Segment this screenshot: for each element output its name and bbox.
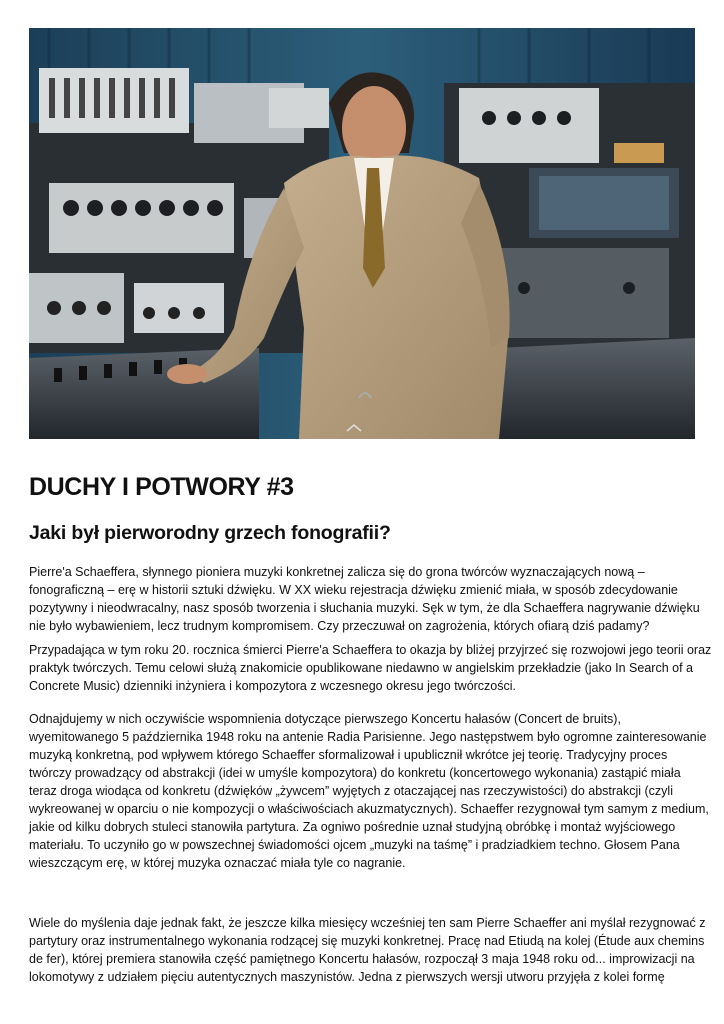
text-line: pozytywny i nieodwracalny, nasz sposób tworzenia i słuchania muzyki. Sęk w tym, że dla Schaeffera nagrywanie dźwięku: [29, 601, 700, 615]
article-subtitle: Jaki był pierworodny grzech fonografii?: [29, 522, 391, 544]
text-line: wykreowanej w oparciu o nie kompozycji o właściwościach akuzmatycznych). Schaeffer rezygnował tym samym z medium,: [29, 802, 709, 816]
page-title: DUCHY I POTWORY #3: [29, 473, 294, 501]
text-line: lokomotywy z udziałem pięciu autentycznych maszynistów. Jedna z pierwszych wersji utworu przyjęła z kolei formę: [29, 970, 665, 984]
text-line: teraz droga wiodąca od konkretu (dźwięków „żywcem” wyjętych z otaczającej nas rzeczywistości) do abstrakcji (czyli: [29, 784, 673, 798]
text-line: Concrete Music) dzienniki inżyniera i kompozytora z wczesnego okresu jego twórczości.: [29, 679, 517, 693]
paragraph-2: [29, 641, 712, 695]
hero-photo: [29, 28, 695, 439]
paragraph-3: [29, 710, 709, 872]
paragraph-4: [29, 914, 706, 986]
text-line: praktyk twórczych. Temu celowi służą znakomicie opublikowane niedawno w angielskim przekładzie (jako In Search of a: [29, 661, 693, 675]
text-line: jakie od kilku dobrych stuleci stanowiła partytura. Za ogniwo pośrednie uznał studyjną obróbkę i montaż wyjściowego: [29, 820, 676, 834]
text-line: Wiele do myślenia daje jednak fakt, że jeszcze kilka miesięcy wcześniej ten sam Pierre Schaeffer ani myślał rezygnować z: [29, 916, 706, 930]
paragraph-1: [29, 563, 700, 635]
text-line: wieszczącym erę, w której muzyka oznaczać miała tyle co nagranie.: [29, 856, 406, 870]
text-line: de fer), której premiera stanowiła część pamiętnego Koncertu hałasów, rozpoczął 3 maja 1948 roku od... improwizacji na: [29, 952, 695, 966]
text-line: Odnajdujemy w nich oczywiście wspomnienia dotyczące pierwszego Koncertu hałasów (Concert de bruits),: [29, 712, 621, 726]
text-line: muzyką konkretną, pod wpływem którego Schaeffer sformalizował i upublicznił wkrótce jej teorię. Tradycyjny proces: [29, 748, 668, 762]
text-line: twórczy prowadzący od abstrakcji (idei w umyśle kompozytora) do konkretu (koncertowego wykonania) zastąpić miała: [29, 766, 681, 780]
text-line: Pierre'a Schaeffera, słynnego pioniera muzyki konkretnej zalicza się do grona twórców wyznaczających nową –: [29, 565, 645, 579]
text-line: materiału. To uczyniło go w powszechnej świadomości ojcem „muzyki na taśmę” i pradziadkiem techno. Głosem Pana: [29, 838, 680, 852]
text-line: partytury oraz instrumentalnego wykonania rodzącej się muzyki konkretnej. Pracę nad Etiudą na kolej (Étude aux chemins: [29, 934, 705, 948]
text-line: fonograficzną – erę w historii sztuki dźwięku. W XX wieku rejestracja dźwięku zmienić miała, w sposób zdecydowanie: [29, 583, 678, 597]
text-line: nie było wybawieniem, lecz trudnym kompromisem. Czy przeczuwał on zagrożenia, których ofiarą dziś padamy?: [29, 619, 650, 633]
text-line: wyemitowanego 5 października 1948 roku na antenie Radia Parisienne. Jego następstwem było ogromne zainteresowanie: [29, 730, 707, 744]
text-line: Przypadająca w tym roku 20. rocznica śmierci Pierre'a Schaeffera to okazja by bliżej przyjrzeć się rozwojowi jego teorii oraz: [29, 643, 712, 657]
